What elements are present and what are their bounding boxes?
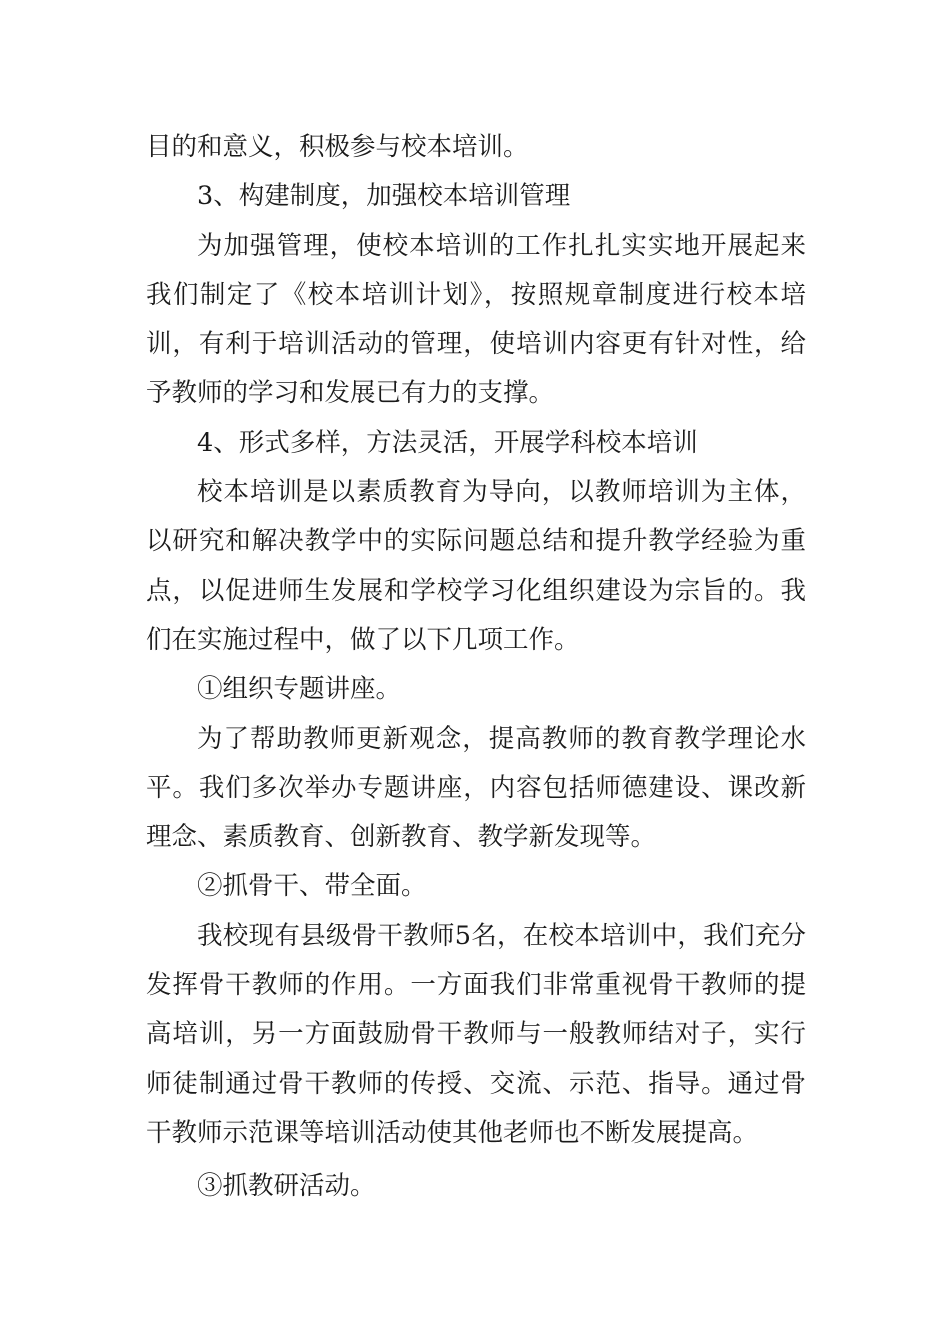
paragraph-continuation: 目的和意义，积极参与校本培训。 — [146, 132, 529, 162]
list-item-research: ③抓教研活动。 — [197, 1171, 376, 1202]
paragraph-lectures: 为了帮助教师更新观念，提高教师的教育教学理论水平。我们多次举办专题讲座，内容包括师德建设、课改新理念、素质教育、创新教育、教学新发现等。 — [146, 723, 806, 853]
paragraph-training-purpose: 校本培训是以素质教育为导向，以教师培训为主体，以研究和解决教学中的实际问题总结和提升教学经验为重点，以促进师生发展和学校学习化组织建设为宗旨的。我们在实施过程中，做了以下几项工作。 — [146, 477, 806, 655]
list-item-lectures: ①组织专题讲座。 — [197, 674, 402, 705]
section-heading-3: 3、构建制度，加强校本培训管理 — [197, 181, 571, 212]
paragraph-management: 为加强管理，使校本培训的工作扎扎实实地开展起来我们制定了《校本培训计划》，按照规章制度进行校本培训，有利于培训活动的管理，使培训内容更有针对性，给予教师的学习和发展已有力的支撑。 — [146, 230, 806, 409]
section-heading-4: 4、形式多样，方法灵活，开展学科校本培训 — [197, 427, 698, 458]
paragraph-backbone-teachers: 我校现有县级骨干教师5名，在校本培训中，我们充分发挥骨干教师的作用。一方面我们非常重视骨干教师的提高培训，另一方面鼓励骨干教师与一般教师结对子，实行师徒制通过骨干教师的传授、交流、示范、指导。通过骨干教师示范课等培训活动使其他老师也不断发展提高。 — [146, 920, 806, 1148]
document-body — [146, 123, 806, 1212]
list-item-backbone: ②抓骨干、带全面。 — [197, 871, 427, 902]
